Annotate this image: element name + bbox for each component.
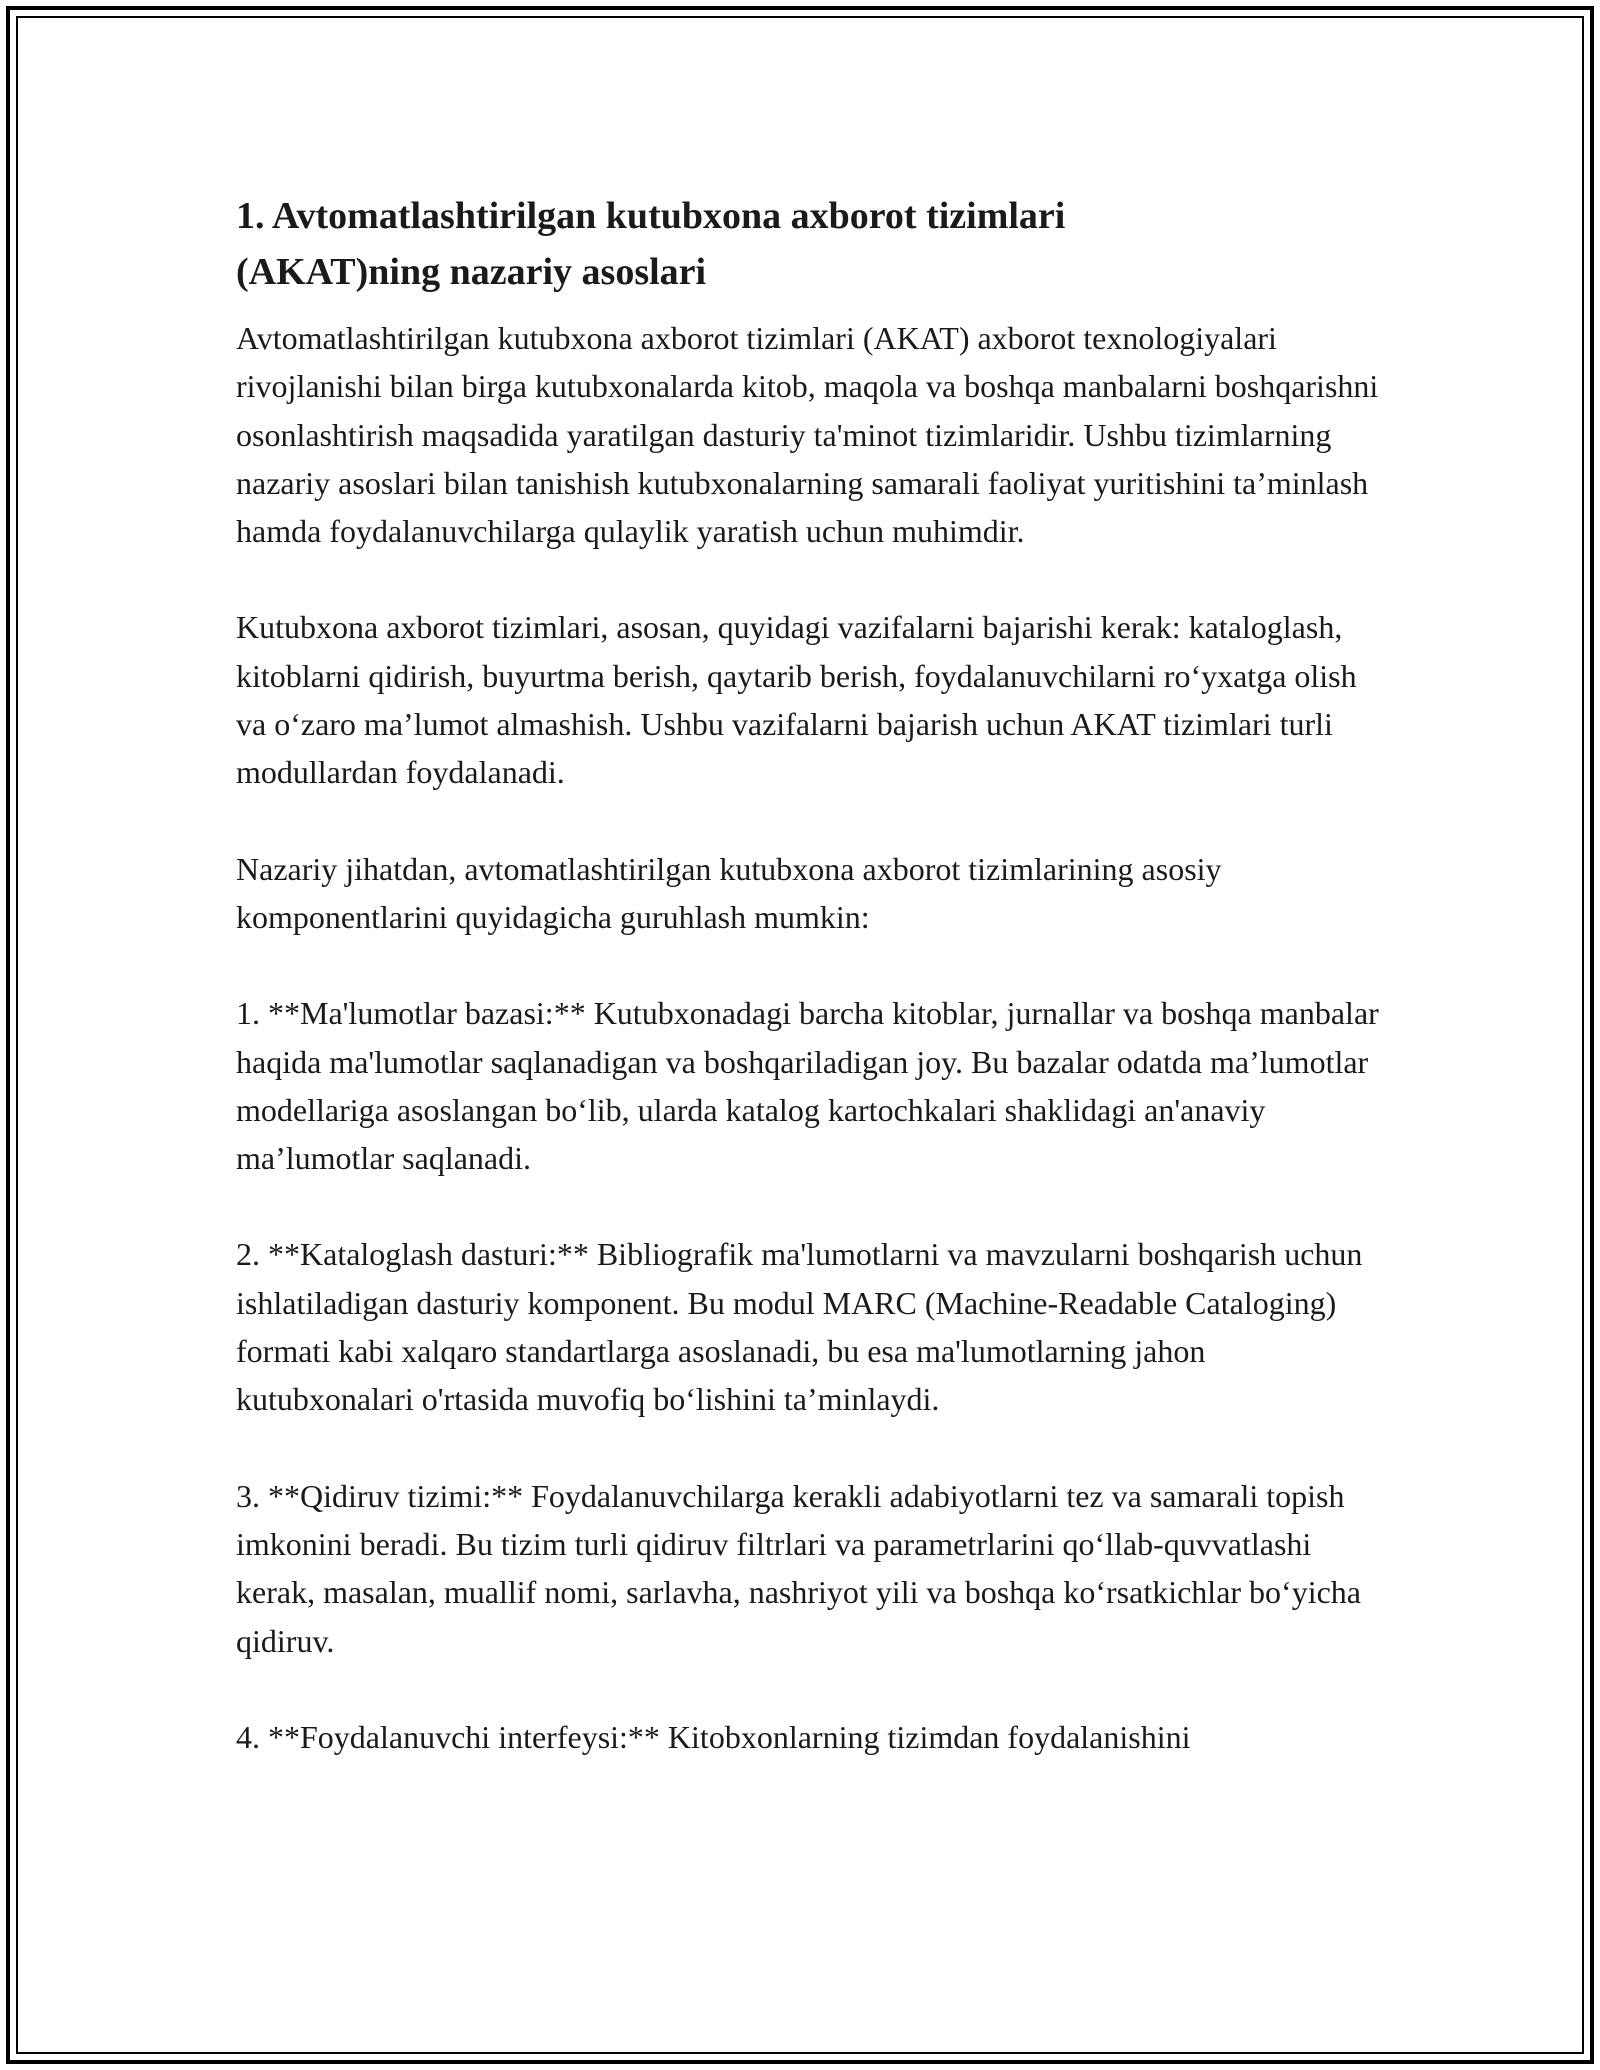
- document-body: [236, 188, 1386, 1761]
- paragraph-functions: Kutubxona axborot tizimlari, asosan, quyidagi vazifalarni bajarishi kerak: kataloglash, kitoblarni qidirish, buyurtma berish, qaytarib berish, foydalanuvchilarni ro‘yxatga olish va o‘zaro ma’lumot almashish. Ushbu vazifalarni bajarish uchun AKAT tizimlari turli modullardan foydalanadi.: [236, 609, 1357, 791]
- list-item-cataloging: 2. **Kataloglash dasturi:** Bibliografik ma'lumotlarni va mavzularni boshqarish uchun ishlatiladigan dasturiy komponent. Bu modul MARC (Machine-Readable Cataloging) formati kabi xalqaro standartlarga asoslanadi, bu esa ma'lumotlarning jahon kutubxonalari o'rtasida muvofiq bo‘lishini ta’minlaydi.: [236, 1236, 1363, 1418]
- list-item-search-system: 3. **Qidiruv tizimi:** Foydalanuvchilarga kerakli adabiyotlarni tez va samarali topish imkonini beradi. Bu tizim turli qidiruv filtrlari va parametrlarini qo‘llab-quvvatlashi kerak, masalan, muallif nomi, sarlavha, nashriyot yili va boshqa ko‘rsatkichlar bo‘yicha qidiruv.: [236, 1477, 1361, 1659]
- list-item-user-interface: 4. **Foydalanuvchi interfeysi:** Kitobxonlarning tizimdan foydalanishini: [236, 1718, 1191, 1755]
- list-item-database: 1. **Ma'lumotlar bazasi:** Kutubxonadagi barcha kitoblar, jurnallar va boshqa manbalar haqida ma'lumotlar saqlanadigan va boshqariladigan joy. Bu bazalar odatda ma’lumotlar modellariga asoslangan bo‘lib, ularda katalog kartochkalari shaklidagi an'anaviy ma’lumotlar saqlanadi.: [236, 995, 1379, 1177]
- paragraph-intro: Avtomatlashtirilgan kutubxona axborot tizimlari (AKAT) axborot texnologiyalari rivojlanishi bilan birga kutubxonalarda kitob, maqola va boshqa manbalarni boshqarishni osonlashtirish maqsadida yaratilgan dasturiy ta'minot tizimlaridir. Ushbu tizimlarning nazariy asoslari bilan tanishish kutubxonalarning samarali faoliyat yuritishini ta’minlash hamda foydalanuvchilarga qulaylik yaratish uchun muhimdir.: [236, 320, 1379, 550]
- paragraph-components-intro: Nazariy jihatdan, avtomatlashtirilgan kutubxona axborot tizimlarining asosiy komponentlarini quyidagicha guruhlash mumkin:: [236, 850, 1222, 935]
- document-title: 1. Avtomatlashtirilgan kutubxona axborot tizimlari (AKAT)ning nazariy asoslari: [236, 195, 1066, 293]
